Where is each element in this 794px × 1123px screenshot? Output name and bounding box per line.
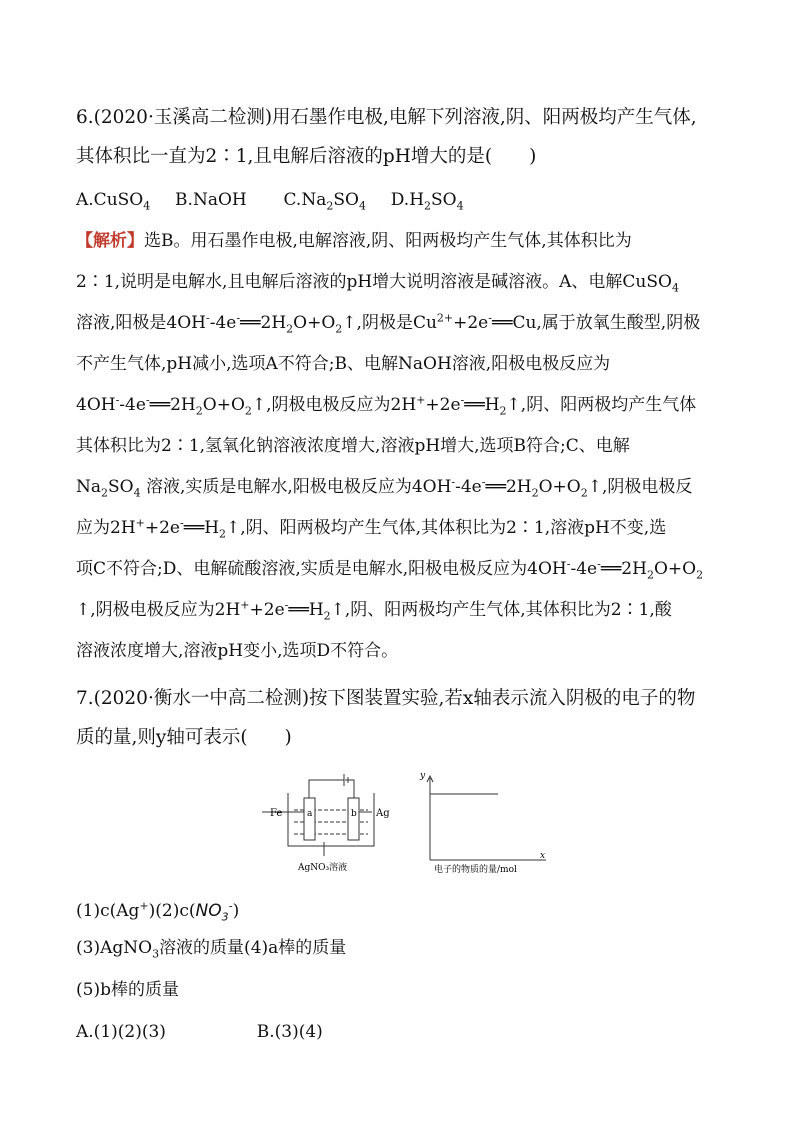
analysis-tag: 【解析】 [76, 231, 144, 251]
option-b: B.NaOH [175, 190, 247, 210]
analysis-line10: ↑,阴极电极反应为$2H^++2e^-══H_2↑$,阴、阳两极均产生气体,其体积比为2∶1,酸 [76, 598, 672, 623]
choice-a: A.(1)(2)(3) [76, 1022, 166, 1042]
analysis-line11: 溶液浓度增大,溶液pH变小,选项D不符合。 [76, 641, 399, 661]
analysis-line7: $Na_2SO_4$ 溶液,实质是电解水,阳极电极反应为$4OH^--4e^-══2H_2O+O_2↑$,阴极电极反 [76, 475, 693, 500]
option-a: A.CuSO$_4$ [76, 190, 151, 213]
circuit-wires [309, 774, 354, 798]
analysis-line4: 不产生气体,pH减小,选项A不符合;B、电解NaOH溶液,阳极电极反应为 [76, 354, 611, 374]
option-c: $C.Na_2SO_4$ [283, 190, 366, 213]
q7-stem-line1: 7.(2020·衡水一中高二检测)按下图装置实验,若x轴表示流入阴极的电子的物 [76, 688, 696, 709]
analysis-line3: 溶液,阳极是$4OH^--4e^-══2H_2O+O_2↑$,阴极是$Cu^{2+}+2e^-══Cu$,属于放氧生酸型,阴极 [76, 311, 701, 336]
label-fe: Fe [270, 808, 283, 819]
electrode-a [304, 798, 315, 840]
analysis-line9: 项C不符合;D、电解硫酸溶液,实质是电解水,阳极电极反应为$4OH^--4e^-══2H_2O+O_2$ [76, 557, 704, 582]
y-axis-label: y [420, 771, 426, 781]
electrolysis-diagram [262, 766, 552, 886]
q7-items-line2: (3)AgNO$_3$溶液的质量(4)a棒的质量 [76, 938, 347, 961]
q7-items-line1: $(1)c(Ag^+)(2)c(NO_3^-)$ [76, 899, 240, 924]
q6-options [76, 188, 726, 212]
electrode-b [348, 798, 359, 840]
analysis-line5: $4OH^--4e^-══2H_2O+O_2↑$,阴极电极反应为$2H^++2e^-══H_2↑$,阴、阳两极均产生气体 [76, 393, 697, 418]
q7-stem-line2: 质的量,则y轴可表示( ) [76, 727, 292, 748]
x-axis-title: 电子的物质的量/mol [434, 865, 517, 875]
graph-axes [427, 776, 546, 860]
option-d: $D.H_2SO_4$ [390, 190, 464, 213]
analysis-line8: 应为$2H^++2e^-══H_2↑$,阴、阳两极均产生气体,其体积比为2∶1,溶液pH不变,选 [76, 516, 667, 541]
q6-stem-line2: 其体积比一直为2∶1,且电解后溶液的pH增大的是( ) [76, 146, 537, 167]
label-solution: AgNO₃溶液 [298, 863, 348, 873]
q7-figure [262, 766, 552, 886]
beaker [288, 793, 374, 846]
choice-b: B.(3)(4) [256, 1022, 323, 1042]
label-a: a [307, 809, 313, 819]
analysis-line6: 其体积比为2∶1,氢氧化钠溶液浓度增大,溶液pH增大,选项B符合;C、电解 [76, 436, 630, 456]
label-ag: Ag [376, 808, 390, 819]
label-b: b [351, 809, 357, 819]
x-axis-label: x [540, 851, 546, 861]
q7-items-line3: (5)b棒的质量 [76, 980, 179, 1000]
q7-choices [76, 1020, 726, 1044]
q6-stem-line1: 6.(2020·玉溪高二检测)用石墨作电极,电解下列溶液,阴、阳两极均产生气体, [76, 107, 697, 128]
analysis-line1: 【解析】选B。用石墨作电极,电解溶液,阴、阳两极均产生气体,其体积比为 [76, 231, 632, 251]
analysis-line2: 2∶1,说明是电解水,且电解后溶液的pH增大说明溶液是碱溶液。A、电解CuSO$_4$ [76, 272, 679, 295]
